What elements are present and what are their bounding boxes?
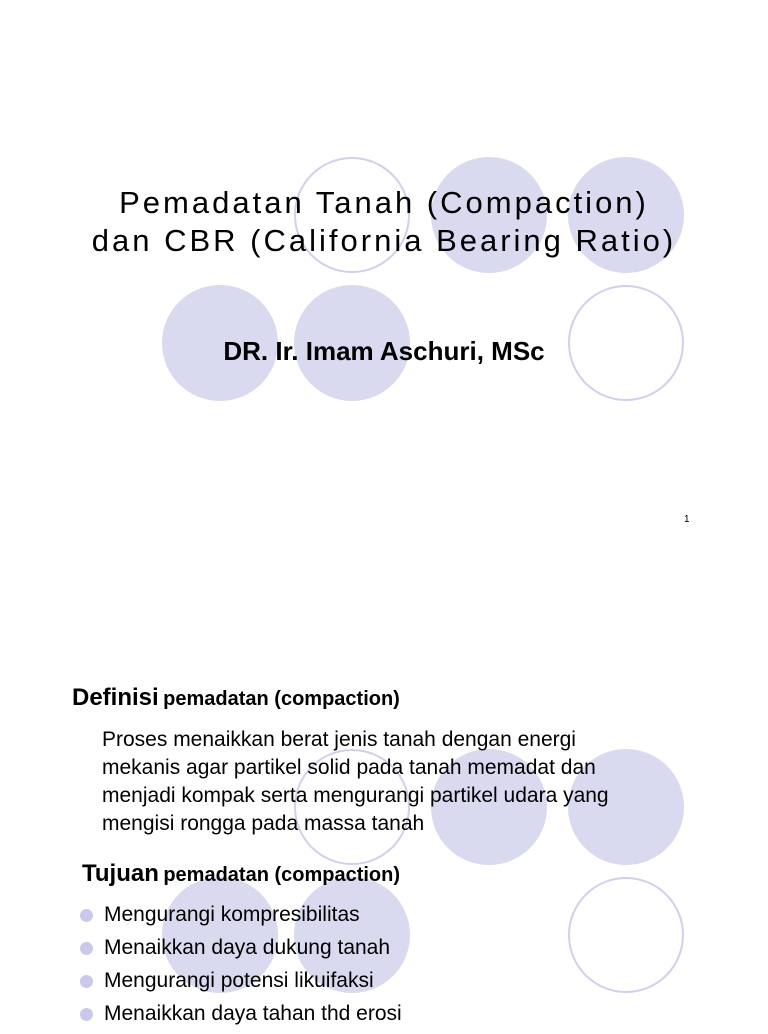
definition-slide	[0, 512, 768, 1024]
list-item-text: Mengurangi potensi likuifaksi	[104, 969, 374, 992]
purpose-heading-rest: pemadatan (compaction)	[163, 864, 401, 886]
title-line: dan CBR (California Bearing Ratio)	[91, 223, 677, 258]
definition-line: menjadi kompak serta mengurangi partikel udara yang	[102, 784, 609, 807]
slide-title	[0, 184, 768, 260]
definition-line: mekanis agar partikel solid pada tanah memadat dan	[102, 756, 596, 779]
list-item	[80, 902, 402, 935]
definition-text	[102, 726, 702, 838]
bullet-dot-icon	[80, 975, 93, 988]
definition-heading	[72, 684, 400, 712]
list-item	[80, 1001, 402, 1034]
definition-line: mengisi rongga pada massa tanah	[102, 812, 425, 835]
author-name: DR. Ir. Imam Aschuri, MSc	[223, 336, 545, 366]
title-line: Pemadatan Tanah (Compaction)	[119, 185, 649, 220]
definition-heading-rest: pemadatan (compaction)	[163, 688, 400, 710]
list-item	[80, 968, 402, 1001]
bullet-dot-icon	[80, 909, 93, 922]
decorative-circle-outline	[568, 877, 684, 993]
bullet-dot-icon	[80, 1008, 93, 1021]
list-item	[80, 935, 402, 968]
bullet-dot-icon	[80, 942, 93, 955]
slide-number: 1	[684, 514, 690, 525]
purpose-heading-bold: Tujuan	[82, 860, 159, 887]
purpose-list	[80, 902, 402, 1034]
definition-heading-bold: Definisi	[72, 684, 159, 711]
list-item-text: Menaikkan daya tahan thd erosi	[104, 1002, 402, 1025]
list-item-text: Mengurangi kompresibilitas	[104, 903, 360, 926]
definition-line: Proses menaikkan berat jenis tanah dengan energi	[102, 728, 576, 751]
list-item-text: Menaikkan daya dukung tanah	[104, 936, 391, 959]
purpose-heading	[82, 860, 400, 888]
